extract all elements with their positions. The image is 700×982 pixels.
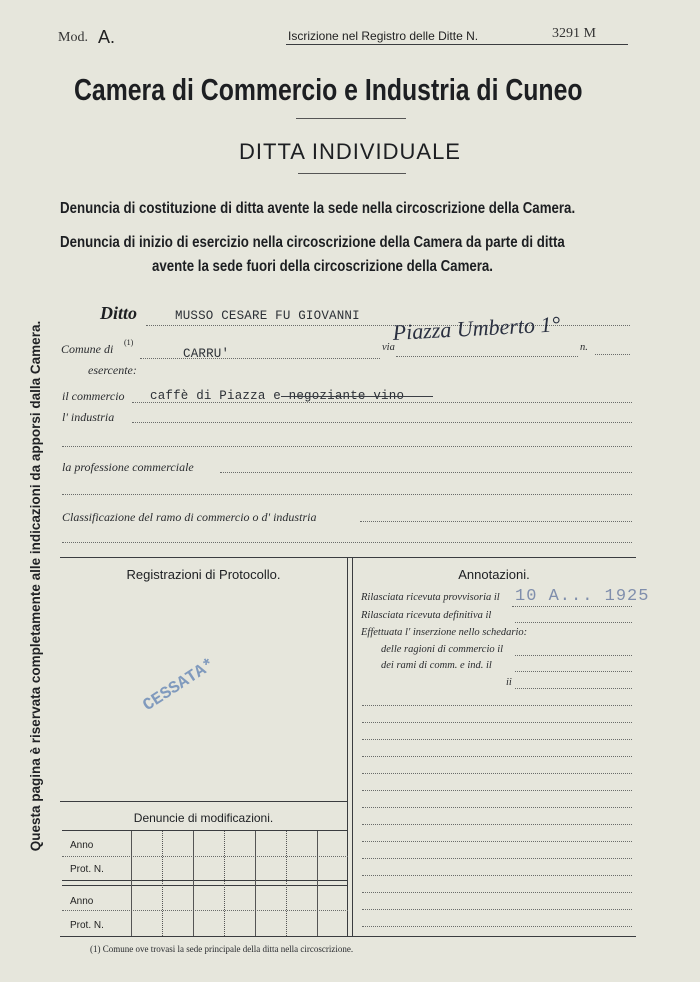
commercio-label: il commercio bbox=[62, 389, 125, 403]
row-label-anno-1: Anno bbox=[70, 840, 94, 851]
commercio-value: caffè di Piazza e negoziante vino bbox=[150, 389, 405, 403]
annotation-line-4 bbox=[515, 671, 632, 672]
grid-row-line-4 bbox=[62, 910, 348, 911]
grid-row-line-3 bbox=[62, 885, 348, 886]
side-note-container bbox=[28, 290, 50, 882]
protocol-title: Registrazioni di Protocollo. bbox=[126, 567, 281, 582]
annotation-blank-3 bbox=[362, 739, 632, 740]
model-letter: A. bbox=[98, 27, 116, 47]
annotation-blank-7 bbox=[362, 807, 632, 808]
annotation-definitive: Rilasciata ricevuta definitiva il bbox=[361, 610, 492, 621]
modifications-grid-top bbox=[62, 830, 348, 831]
number-line bbox=[595, 354, 630, 355]
chamber-title: Camera di Commercio e Industria di Cuneo bbox=[74, 72, 583, 107]
box-divider-right bbox=[352, 558, 353, 936]
annotation-blank-4 bbox=[362, 756, 632, 757]
blank-line-2 bbox=[62, 494, 632, 495]
annotation-blank-8 bbox=[362, 824, 632, 825]
annotation-line-2 bbox=[515, 622, 632, 623]
row-label-anno-2: Anno bbox=[70, 896, 94, 907]
blank-line-3 bbox=[62, 542, 632, 543]
annotation-provisional: Rilasciata ricevuta provvisoria il bbox=[361, 592, 500, 603]
comune-value: CARRU' bbox=[183, 347, 230, 361]
title-rule-bottom bbox=[298, 173, 406, 174]
comune-line bbox=[140, 358, 380, 359]
esercente-label: esercente: bbox=[88, 363, 137, 377]
n-label: n. bbox=[580, 342, 588, 353]
registry-label: Iscrizione nel Registro delle Ditte N. bbox=[288, 29, 479, 43]
annotation-blank-12 bbox=[362, 892, 632, 893]
professione-label: la professione commerciale bbox=[62, 460, 194, 474]
form-type-title: DITTA INDIVIDUALE bbox=[239, 139, 461, 164]
via-label: via bbox=[382, 342, 395, 353]
strikethrough-line bbox=[281, 396, 433, 397]
comune-label: Comune di bbox=[61, 342, 114, 356]
annotation-rami: dei rami di comm. e ind. il bbox=[381, 660, 492, 671]
industria-label: l' industria bbox=[62, 410, 115, 424]
annotation-blank-13 bbox=[362, 909, 632, 910]
comune-note: (1) bbox=[124, 338, 134, 347]
classificazione-label: Classificazione del ramo di commercio o d' industria bbox=[62, 510, 317, 524]
annotation-ragioni: delle ragioni di commercio il bbox=[381, 644, 504, 655]
declaration-line-2: Denuncia di inizio di esercizio nella circoscrizione della Camera da parte di ditta bbox=[60, 234, 565, 251]
grid-col-1 bbox=[131, 831, 132, 936]
annotation-blank-5 bbox=[362, 773, 632, 774]
title-rule-top bbox=[296, 118, 406, 119]
annotation-line-3 bbox=[515, 655, 632, 656]
grid-row-line-1 bbox=[62, 856, 348, 857]
boxes-top-rule bbox=[60, 557, 636, 558]
row-label-prot-2: Prot. N. bbox=[70, 920, 104, 931]
grid-row-line-2 bbox=[62, 880, 348, 881]
model-label: Mod. bbox=[58, 30, 88, 45]
annotation-blank-6 bbox=[362, 790, 632, 791]
cessata-stamp: CESSATA* bbox=[140, 655, 219, 716]
annotation-line-5 bbox=[515, 688, 632, 689]
professione-line bbox=[220, 472, 632, 473]
annotation-blank-2 bbox=[362, 722, 632, 723]
annotation-blank-1 bbox=[362, 705, 632, 706]
commercio-line bbox=[132, 402, 632, 403]
annotations-title: Annotazioni. bbox=[458, 567, 530, 582]
boxes-bottom-rule bbox=[60, 936, 636, 937]
grid-col-7 bbox=[317, 831, 318, 936]
annotation-ii: ii bbox=[506, 677, 512, 688]
annotation-blank-11 bbox=[362, 875, 632, 876]
blank-line-1 bbox=[62, 446, 632, 447]
grid-col-2 bbox=[162, 831, 163, 936]
row-label-prot-1: Prot. N. bbox=[70, 864, 104, 875]
annotation-line-1 bbox=[512, 606, 632, 607]
grid-col-5 bbox=[255, 831, 256, 936]
via-line bbox=[396, 356, 578, 357]
declaration-line-1: Denuncia di costituzione di ditta avente la sede nella circoscrizione della Camera. bbox=[60, 200, 576, 217]
registry-underline bbox=[286, 44, 628, 45]
modifications-top-rule bbox=[60, 801, 347, 802]
annotation-schedario: Effettuata l' inserzione nello schedario: bbox=[361, 627, 528, 638]
grid-col-3 bbox=[193, 831, 194, 936]
classificazione-line bbox=[360, 521, 632, 522]
ditta-value: MUSSO CESARE FU GIOVANNI bbox=[175, 309, 360, 323]
side-note: Questa pagina è riservata completamente alle indicazioni da apporsi dalla Camera. bbox=[28, 320, 43, 852]
via-value-handwritten: Piazza Umberto 1° bbox=[392, 311, 561, 345]
annotation-blank-14 bbox=[362, 926, 632, 927]
declaration-line-3: avente la sede fuori della circoscrizione della Camera. bbox=[152, 258, 494, 275]
industria-line bbox=[132, 422, 632, 423]
annotation-blank-9 bbox=[362, 841, 632, 842]
annotation-blank-10 bbox=[362, 858, 632, 859]
ditta-label: Ditto bbox=[100, 303, 138, 323]
footnote: (1) Comune ove trovasi la sede principale della ditta nella circoscrizione. bbox=[90, 944, 354, 954]
modifications-title: Denuncie di modificazioni. bbox=[133, 811, 274, 825]
grid-col-4 bbox=[224, 831, 225, 936]
grid-col-6 bbox=[286, 831, 287, 936]
registry-number: 3291 M bbox=[552, 26, 596, 41]
date-stamp: 10 A... 1925 bbox=[515, 587, 650, 606]
